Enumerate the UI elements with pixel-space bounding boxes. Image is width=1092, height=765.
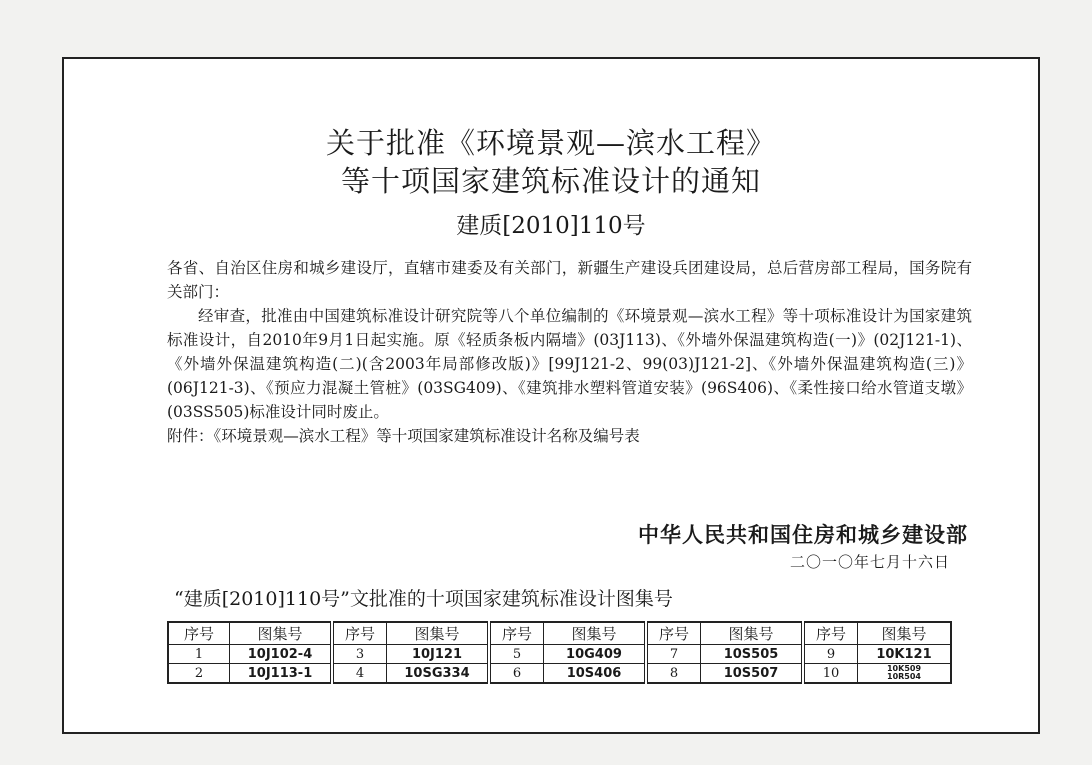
atlas-code: 10R504 <box>887 672 921 681</box>
table-row <box>168 645 951 664</box>
header-code: 图集号 <box>858 622 952 645</box>
row-seq: 10 <box>803 664 858 684</box>
atlas-code: 10SG334 <box>387 664 490 684</box>
notice-body <box>167 256 972 448</box>
row-seq: 5 <box>489 645 544 664</box>
row-seq: 9 <box>803 645 858 664</box>
notice-title-line1: 关于批准《环境景观—滨水工程》 <box>325 126 776 160</box>
header-seq: 序号 <box>803 622 858 645</box>
row-seq: 4 <box>332 664 387 684</box>
issuing-authority: 中华人民共和国住房和城乡建设部 <box>638 523 968 547</box>
document-number: 建质[2010]110号 <box>456 213 646 239</box>
atlas-code: 10G409 <box>544 645 647 664</box>
row-seq: 1 <box>168 645 230 664</box>
atlas-code: 10J113-1 <box>230 664 333 684</box>
attachment-line: 附件：《环境景观—滨水工程》等十项国家建筑标准设计名称及编号表 <box>167 427 640 445</box>
catalog-table-title: “建质[2010]110号”文批准的十项国家建筑标准设计图集号 <box>174 588 673 610</box>
atlas-code: 10K121 <box>858 645 952 664</box>
atlas-code: 10S406 <box>544 664 647 684</box>
catalog-table <box>167 621 952 684</box>
header-code: 图集号 <box>701 622 804 645</box>
notice-title-line2: 等十项国家建筑标准设计的通知 <box>340 164 761 198</box>
header-code: 图集号 <box>230 622 333 645</box>
salutation: 各省、自治区住房和城乡建设厅，直辖市建委及有关部门，新疆生产建设兵团建设局，总后营房部工程局，国务院有关部门： <box>167 259 972 301</box>
header-code: 图集号 <box>387 622 490 645</box>
header-seq: 序号 <box>168 622 230 645</box>
document-frame <box>62 57 1040 734</box>
header-seq: 序号 <box>646 622 701 645</box>
header-seq: 序号 <box>489 622 544 645</box>
row-seq: 7 <box>646 645 701 664</box>
header-code: 图集号 <box>544 622 647 645</box>
main-paragraph: 经审查，批准由中国建筑标准设计研究院等八个单位编制的《环境景观—滨水工程》等十项标准设计为国家建筑标准设计，自2010年9月1日起实施。原《轻质条板内隔墙》(03J113)、《外墙外保温建筑构造(一)》(02J121-1)、《外墙外保温建筑构造(二)(含2003年局部修改版)》[99J121-2、99(03)J121-2]、《外墙外保温建筑构造(三)》(06J121-3)、《预应力混凝土管桩》(03SG409)、《建筑排水塑料管道安装》(96S406)、《柔性接口给水管道支墩》(03SS505)标准设计同时废止。 <box>167 307 972 421</box>
atlas-code: 10S505 <box>701 645 804 664</box>
row-seq: 3 <box>332 645 387 664</box>
catalog-header-row <box>168 622 951 645</box>
row-seq: 2 <box>168 664 230 684</box>
atlas-code: 10K509 <box>886 664 922 673</box>
atlas-code: 10J102-4 <box>230 645 333 664</box>
atlas-code-stacked <box>858 664 952 684</box>
atlas-code: 10S507 <box>701 664 804 684</box>
table-row <box>168 664 951 684</box>
header-seq: 序号 <box>332 622 387 645</box>
atlas-code: 10J121 <box>387 645 490 664</box>
issue-date: 二〇一〇年七月十六日 <box>789 553 950 571</box>
row-seq: 6 <box>489 664 544 684</box>
row-seq: 8 <box>646 664 701 684</box>
